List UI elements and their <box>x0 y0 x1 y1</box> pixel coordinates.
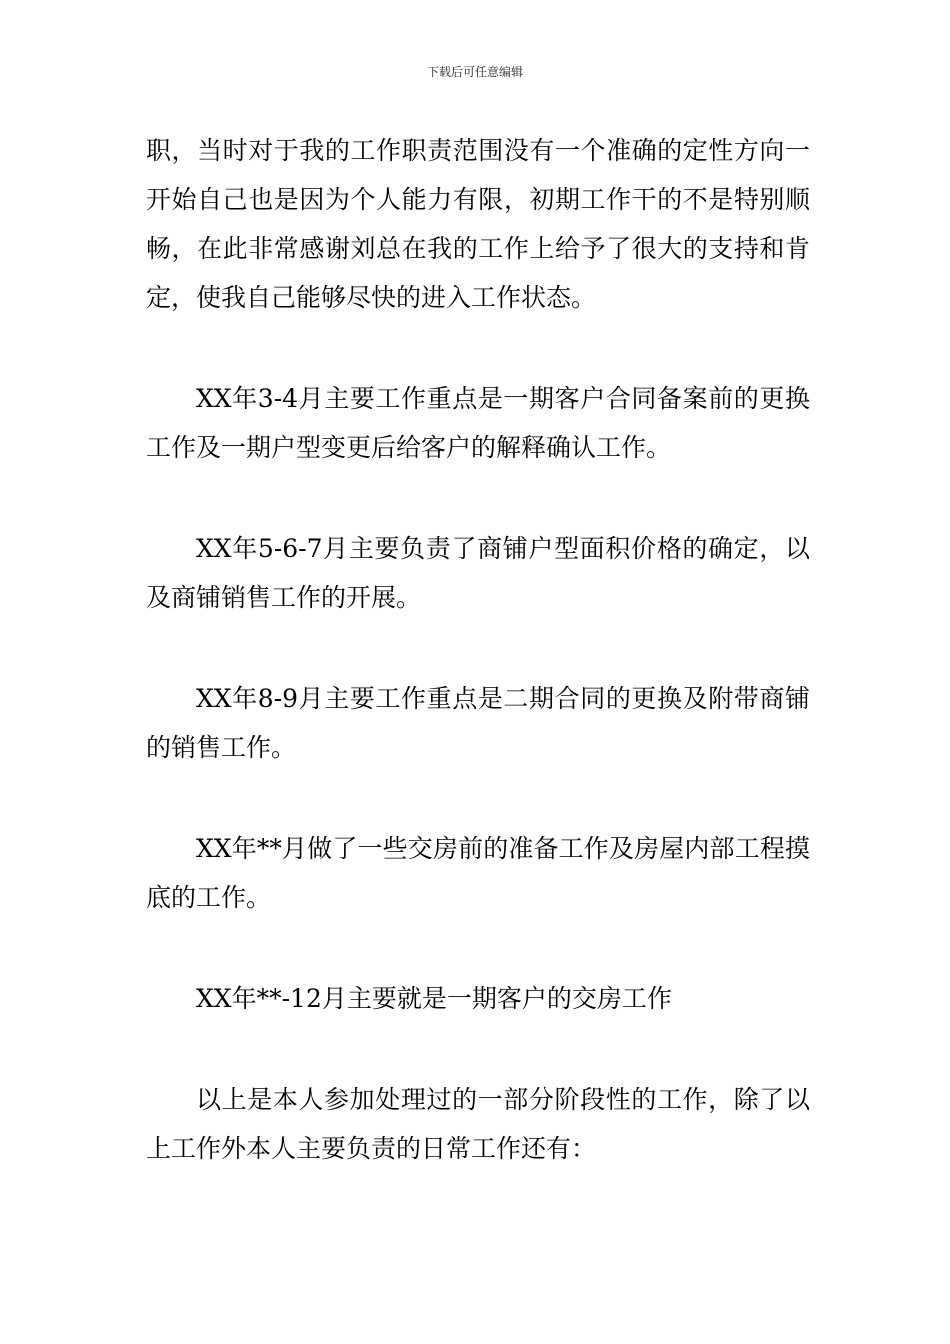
paragraph-2: XX年3-4月主要工作重点是一期客户合同备案前的更换工作及一期户型变更后给客户的解释确认工作。 <box>146 384 810 462</box>
document-body <box>146 126 810 1173</box>
paragraph-6: XX年**-12月主要就是一期客户的交房工作 <box>196 984 672 1013</box>
paragraph-5: XX年**月做了一些交房前的准备工作及房屋内部工程摸底的工作。 <box>146 834 810 912</box>
paragraph-4: XX年8-9月主要工作重点是二期合同的更换及附带商铺的销售工作。 <box>146 684 810 762</box>
paragraph-1: 职，当时对于我的工作职责范围没有一个准确的定性方向一开始自己也是因为个人能力有限，初期工作干的不是特别顺畅，在此非常感谢刘总在我的工作上给予了很大的支持和肯定，使我自己能够尽快的进入工作状态。 <box>146 136 810 312</box>
page-header: 下载后可任意编辑 <box>426 65 523 79</box>
paragraph-3: XX年5-6-7月主要负责了商铺户型面积价格的确定，以及商铺销售工作的开展。 <box>146 534 810 612</box>
paragraph-7: 以上是本人参加处理过的一部分阶段性的工作，除了以上工作外本人主要负责的日常工作还有： <box>146 1085 810 1163</box>
